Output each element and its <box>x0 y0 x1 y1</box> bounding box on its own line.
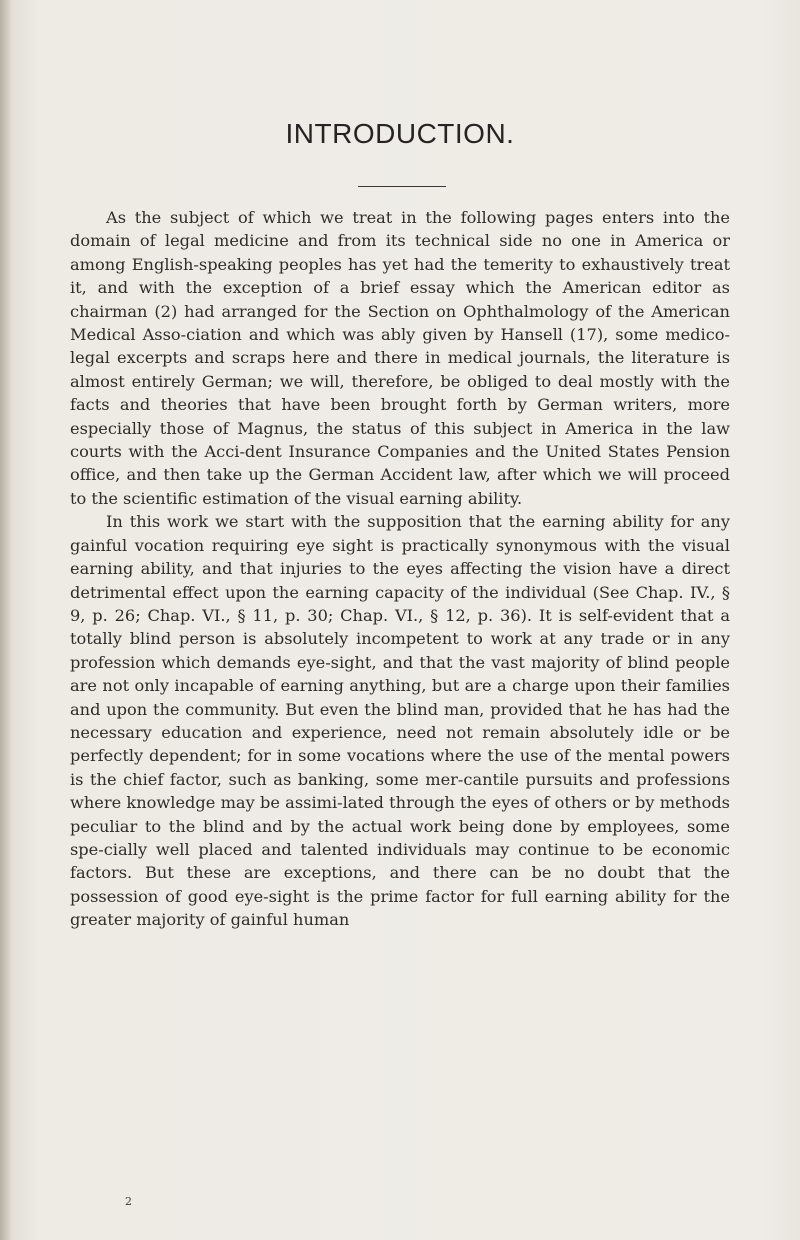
page-title: INTRODUCTION. <box>285 118 515 149</box>
paragraph-2: In this work we start with the supposition that the earning ability for any gainful vocation requiring eye sight is practically synonymous with the visual earning ability, and that injuries to the eyes affecting the vision have a direct detrimental effect upon the earning capacity of the individual (See Chap. IV., § 9, p. 26; Chap. VI., § 11, p. 30; Chap. VI., § 12, p. 36). It is self-evident that a totally blind person is absolutely incompetent to work at any trade or in any profession which demands eye-sight, and that the vast majority of blind people are not only incapable of earning anything, but are a charge upon their families and upon the community. But even the blind man, provided that he has had the necessary education and experience, need not remain absolutely idle or be perfectly dependent; for in some vocations where the use of the mental powers is the chief factor, such as banking, some mer-cantile pursuits and professions where knowledge may be assimi-lated through the eyes of others or by methods peculiar to the blind and by the actual work being done by employees, some spe-cially well placed and talented individuals may continue to be economic factors. But these are exceptions, and there can be no doubt that the possession of good eye-sight is the prime factor for full earning ability for the greater majority of gainful human <box>70 512 730 930</box>
page-folio: 2 <box>125 1195 132 1208</box>
title-rule <box>358 186 446 187</box>
body-text <box>70 206 730 932</box>
paragraph-1: As the subject of which we treat in the following pages enters into the domain of legal medicine and from its technical side no one in America or among English-speaking peoples has yet had the temerity to exhaustively treat it, and with the exception of a brief essay which the American editor as chairman (2) had arranged for the Section on Ophthalmology of the American Medical Asso-ciation and which was ably given by Hansell (17), some medico-legal excerpts and scraps here and there in medical journals, the literature is almost entirely German; we will, therefore, be obliged to deal mostly with the facts and theories that have been brought forth by German writers, more especially those of Magnus, the status of this subject in America in the law courts with the Acci-dent Insurance Companies and the United States Pension office, and then take up the German Accident law, after which we will proceed to the scientific estimation of the visual earning ability. <box>70 208 730 508</box>
binding-shadow <box>0 0 12 1240</box>
